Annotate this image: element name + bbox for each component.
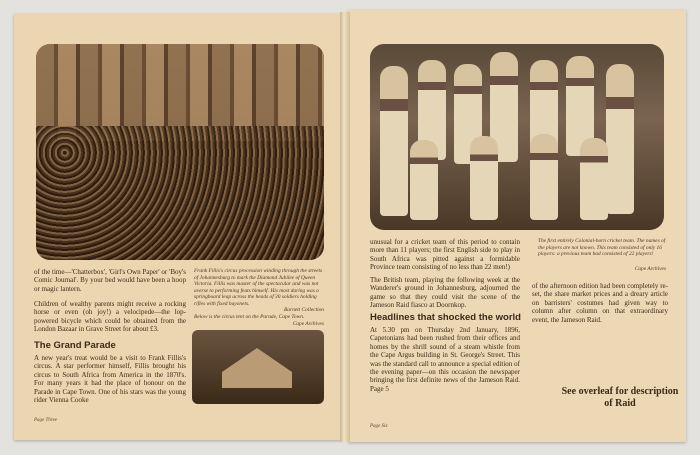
parade-crowd [36, 126, 324, 260]
left-col-paragraph-2: Children of wealthy parents might receive a rocking horse or even (oh joy!) a velocipede—the lop-powered bicycle which could be obtained from the London Bazaar in Grave Street for about £3. [34, 300, 186, 334]
right-col-paragraph-3: At 5.30 pm on Thursday 2nd January, 1896, Capetonians had been rushed from their offices and homes by the shrill sound of a steam whistle from the Cape Argus building in St. George's Street. This was the standard call to announce a special edition of the evening paper—on this occasion the newspaper bringing the first definite news of the Jameson Raid. Page 5 [370, 326, 520, 393]
left-col-paragraph-1: of the time—'Chatterbox', 'Girl's Own Paper' or 'Boy's Comic Journal'. By your bed would have been a hoop or magic lantern. [34, 268, 186, 293]
cricket-team-photo [370, 44, 664, 230]
right-col-paragraph-1: unusual for a cricket team of this period to contain more than 11 players; the first English side to play in South Africa was pitted against a formidable Province team consisting of no less than 22 men!) [370, 238, 520, 272]
parade-photo [36, 44, 324, 260]
parade-caption: Frank Fillis's circus procession winding through the streets of Johannesburg to mark the Diamond Jubilee of Queen Victoria. Fillis was master of the spectacular and was not averse to performing feats himself. His most daring was a springboard leap across the heads of 30 soldiers holding rifles with fixed bayonets. [194, 268, 323, 307]
right-col2-paragraph-1: of the afternoon edition had been completely re-set, the share market prices and a dreary article on barristers' costumes had given way to column after column on that extraordinary event, the Jameson Raid. [532, 282, 668, 324]
player-figure [470, 136, 498, 220]
player-figure [606, 64, 634, 214]
player-figure [410, 140, 438, 220]
book-gutter [340, 12, 350, 442]
right-col-paragraph-2: The British team, playing the following week at the Wanderer's ground in Johannesburg, adjourned the game so that they could visit the scene of the Jameson Raid fiasco at Doornkop. [370, 276, 520, 310]
cricket-team-caption: The first entirely Colonial-born cricket team. The names of the players are not known. This team consisted of only 16 players: a previous team had consisted of 22 players! [538, 238, 666, 258]
left-col-paragraph-3: A new year's treat would be a visit to Frank Fillis's circus. A star performer himself, Fillis brought his circus to South Africa from America in the 1870's. For many years it had the place of honour on the Parade in Cape Town. One of his stars was the young rider Vienna Cooke [34, 354, 186, 405]
circus-tent [222, 348, 292, 388]
player-figure [530, 134, 558, 220]
cricket-team-caption-credit: Cape Archives [634, 266, 666, 272]
player-figure [580, 138, 608, 220]
parade-caption-credit: Barnett Collection [284, 307, 324, 313]
left-page-folio: Page Three [34, 418, 58, 423]
grand-parade-heading: The Grand Parade [34, 340, 116, 351]
right-page-folio: Page Six [370, 424, 388, 429]
circus-tent-photo [192, 330, 324, 404]
see-overleaf-note: See overleaf for description of Raid [561, 386, 679, 409]
headlines-heading: Headlines that shocked the world [370, 312, 521, 323]
circus-caption-credit: Cape Archives [292, 321, 324, 327]
circus-caption: Below is the circus tent on the Parade, Cape Town. [194, 314, 305, 320]
player-figure [380, 66, 408, 216]
